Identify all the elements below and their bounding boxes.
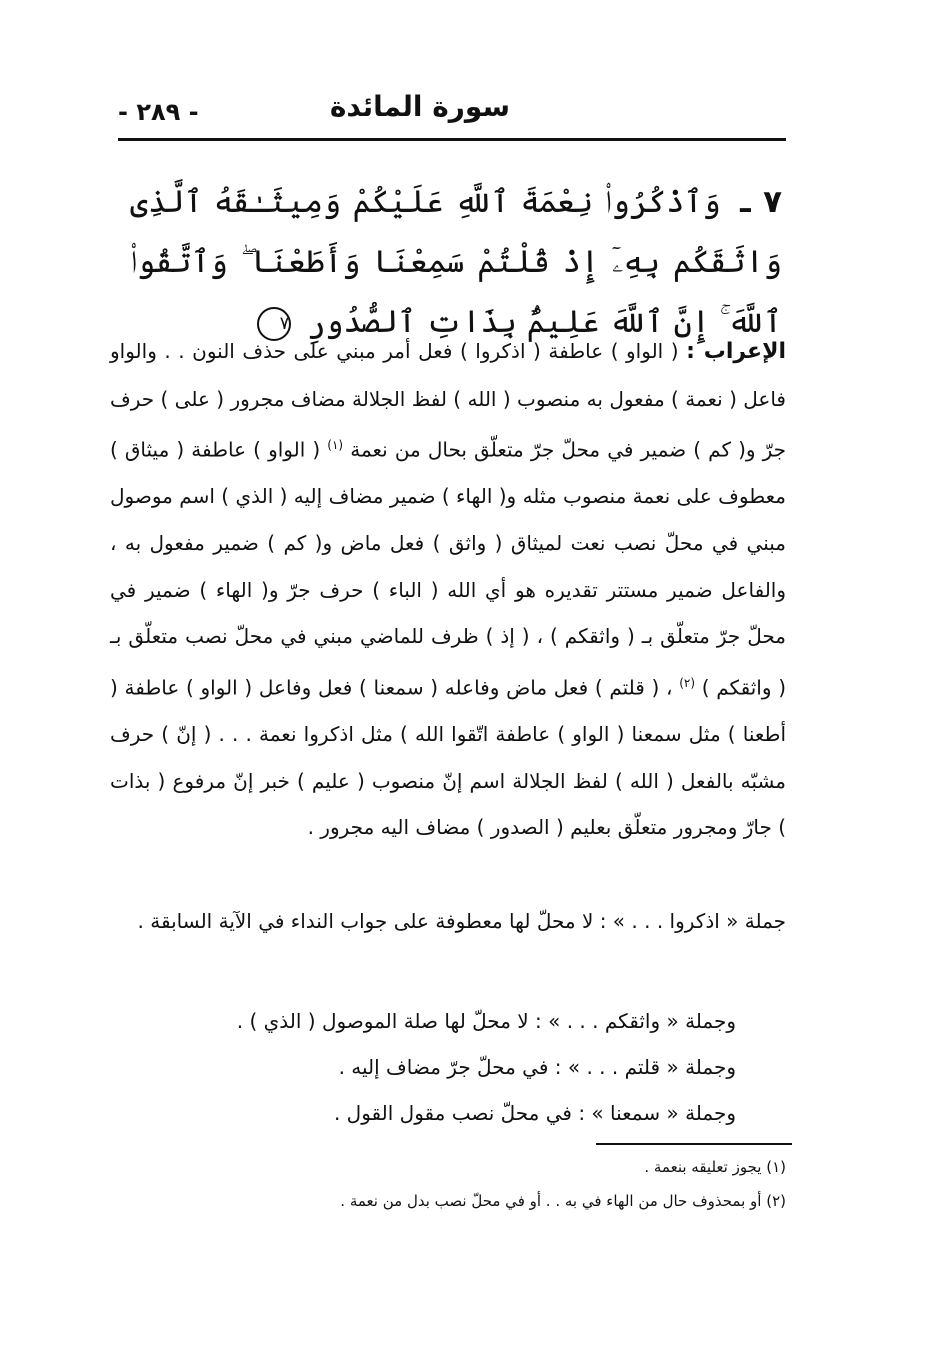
irab-text-a: ( الواو ) عاطفة ( اذكروا ) فعل أمر مبني على حذف النون . . والواو فاعل ( نعمة ) مفعول به منصوب ( الله ) لفظ الجلالة مضاف مجرور ( على ) حرف جرّ و( كم ) ضمير في محلّ جرّ متعلّق بحال من نعمة <box>110 339 787 462</box>
page-number: - ٢٨٩ - <box>118 98 199 126</box>
sentence-analysis-3: وجملة « قلتم . . . » : في محلّ جرّ مضاف إليه . <box>338 1055 736 1079</box>
irab-paragraph <box>110 328 786 851</box>
footnote-ref-2[interactable]: (٢) <box>679 675 696 690</box>
verse-end-number: ٧ <box>279 312 290 334</box>
irab-text-b: ( الواو ) عاطفة ( ميثاق ) معطوف على نعمة منصوب مثله و( الهاء ) ضمير مضاف إليه ( الذي ) اسم موصول مبني في محلّ نصب نعت لميثاق ( واثق ) فعل ماض و( كم ) ضمير مفعول به ، والفاعل ضمير مستتر تقديره هو أي الله ( الباء ) حرف جرّ و( الهاء ) ضمير في محلّ جرّ متعلّق بـ ( واثقكم ) ، ( إذ ) ظرف للماضي مبني في محلّ نصب متعلّق بـ ( واثقكم ) <box>110 437 787 700</box>
footnote-2: (٢) أو بمحذوف حال من الهاء في به . . أو في محلّ نصب بدل من نعمة . <box>340 1192 786 1210</box>
footnote-1: (١) يجوز تعليقه بنعمة . <box>644 1158 786 1176</box>
verse-text: وَٱذْكُرُوا۟ نِعْمَةَ ٱللَّهِ عَلَيْكُمْ وَمِيثَـٰقَهُ ٱلَّذِى وَاثَقَكُم بِهِۦٓ إِذْ قُلْتُمْ سَمِعْنَا وَأَطَعْنَا ۖ وَٱتَّقُوا۟ ٱللَّهَ ۚ إِنَّ ٱللَّهَ عَلِيمٌۢ بِذَاتِ ٱلصُّدُورِ <box>130 184 782 340</box>
sentence-analysis-2: وجملة « واثقكم . . . » : لا محلّ لها صلة الموصول ( الذي ) . <box>236 1009 736 1033</box>
surah-title: سورة المائدة <box>329 90 510 123</box>
footnote-divider <box>596 1143 792 1145</box>
sentence-analysis-4: وجملة « سمعنا » : في محلّ نصب مقول القول . <box>333 1101 736 1125</box>
page-header <box>118 88 786 138</box>
header-divider <box>118 138 786 141</box>
footnote-ref-1[interactable]: (١) <box>327 438 344 453</box>
verse-number: ٧ ـ <box>740 184 782 220</box>
irab-label: الإعراب : <box>686 339 786 364</box>
quran-verse <box>130 172 782 352</box>
sentence-analysis-1: جملة « اذكروا . . . » : لا محلّ لها معطوفة على جواب النداء في الآية السابقة . <box>137 909 786 933</box>
irab-text-c: ، ( قلتم ) فعل ماض وفاعله ( سمعنا ) فعل وفاعل ( الواو ) عاطفة ( أطعنا ) مثل سمعنا ( الواو ) عاطفة اتّقوا الله ) مثل اذكروا نعمة . . . ( إنّ ) حرف مشبّه بالفعل ( الله ) لفظ الجلالة اسم إنّ منصوب ( عليم ) خبر إنّ مرفوع ( بذات ) جارّ ومجرور متعلّق بعليم ( الصدور ) مضاف اليه مجرور . <box>110 675 786 840</box>
